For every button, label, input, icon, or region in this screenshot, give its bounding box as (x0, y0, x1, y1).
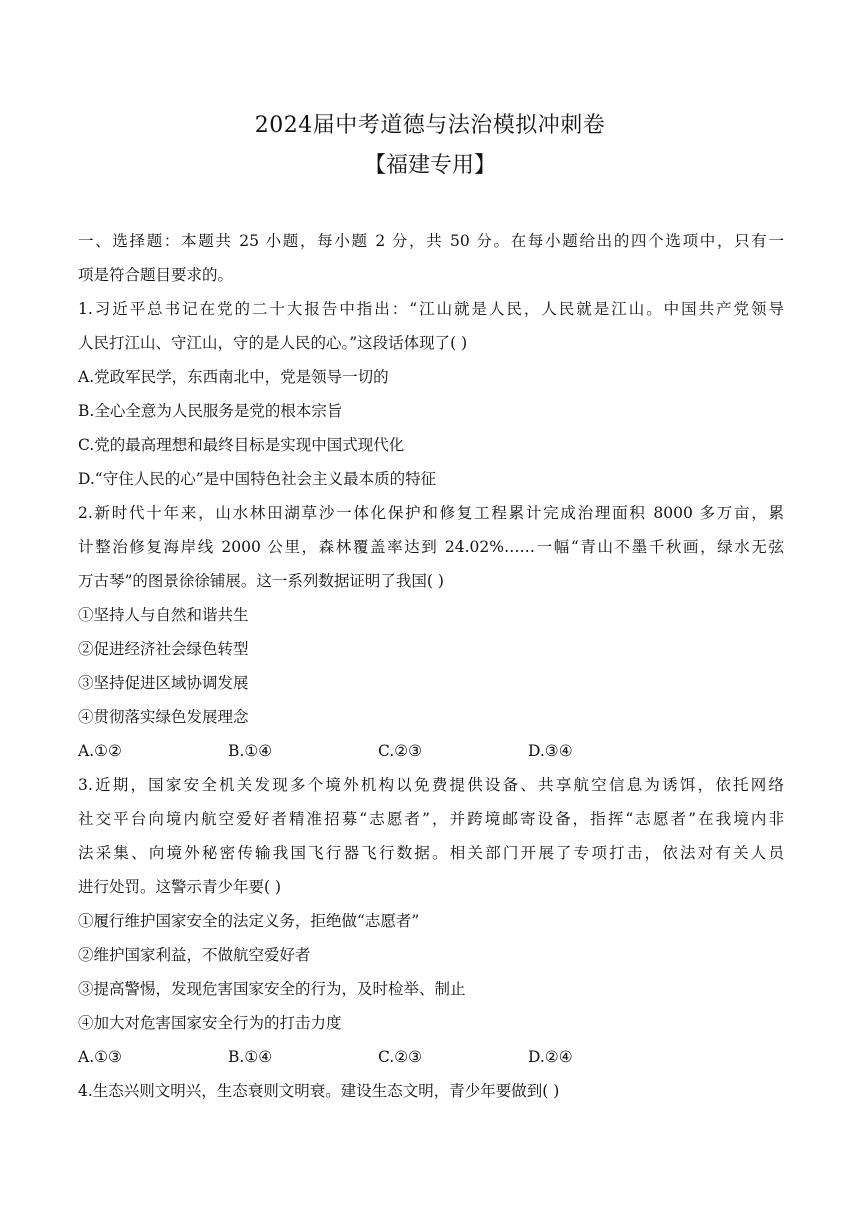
question-3-statement-3: ③提高警惕，发现危害国家安全的行为，及时检举、制止 (78, 980, 466, 998)
question-3-option-d: D.②④ (528, 1048, 573, 1066)
question-1-option-c: C.党的最高理想和最终目标是实现中国式现代化 (78, 436, 405, 454)
question-1-option-a: A.党政军民学，东西南北中，党是领导一切的 (78, 368, 389, 386)
question-2-statement-2: ②促进经济社会绿色转型 (78, 640, 249, 658)
question-3-statement-2: ②维护国家利益，不做航空爱好者 (78, 946, 311, 964)
page-title: 2024届中考道德与法治模拟冲刺卷 (254, 113, 606, 138)
question-1-option-b: B.全心全意为人民服务是党的根本宗旨 (78, 402, 343, 420)
question-2-option-c: C.②③ (378, 742, 423, 760)
question-2-statement-1: ①坚持人与自然和谐共生 (78, 606, 249, 624)
question-3-options (78, 1040, 784, 1074)
question-2-options (78, 734, 784, 768)
question-1-stem-line-2: 人民打江山、守江山，守的是人民的心。”这段话体现了( ) (78, 334, 468, 352)
question-3-stem-line-2: 社交平台向境内航空爱好者精准招募“志愿者”，并跨境邮寄设备，指挥“志愿者”在我境内非 (78, 810, 784, 828)
question-2-stem-line-3: 万古琴”的图景徐徐铺展。这一系列数据证明了我国( ) (78, 572, 444, 590)
section-instructions-line-1: 一、选择题：本题共 25 小题，每小题 2 分，共 50 分。在每小题给出的四个选项中，只有一 (78, 232, 784, 250)
question-3-option-a: A.①③ (78, 1048, 122, 1066)
question-2-statement-3: ③坚持促进区域协调发展 (78, 674, 249, 692)
question-4-stem-line-1: 4.生态兴则文明兴，生态衰则文明衰。建设生态文明，青少年要做到( ) (78, 1082, 560, 1100)
question-3-statement-4: ④加大对危害国家安全行为的打击力度 (78, 1014, 342, 1032)
page-subtitle: 【福建专用】 (363, 153, 496, 178)
question-2-option-b: B.①④ (228, 742, 273, 760)
question-2-stem-line-2: 计整治修复海岸线 2000 公里，森林覆盖率达到 24.02%……一幅“青山不墨千秋画，绿水无弦 (78, 538, 784, 556)
question-2-option-a: A.①② (78, 742, 122, 760)
question-1-stem-line-1: 1.习近平总书记在党的二十大报告中指出：“江山就是人民，人民就是江山。中国共产党领导 (78, 300, 784, 318)
question-3-stem-line-1: 3.近期，国家安全机关发现多个境外机构以免费提供设备、共享航空信息为诱饵，依托网络 (78, 776, 784, 794)
question-3-stem-line-4: 进行处罚。这警示青少年要( ) (78, 878, 282, 896)
section-instructions-line-2: 项是符合题目要求的。 (78, 266, 234, 284)
question-3-statement-1: ①履行维护国家安全的法定义务，拒绝做“志愿者” (78, 912, 420, 930)
question-1-option-d: D.“守住人民的心”是中国特色社会主义最本质的特征 (78, 470, 437, 488)
question-3-option-b: B.①④ (228, 1048, 273, 1066)
exam-content (78, 224, 784, 1108)
question-2-stem-line-1: 2.新时代十年来，山水林田湖草沙一体化保护和修复工程累计完成治理面积 8000 多万亩，累 (78, 504, 784, 522)
question-2-option-d: D.③④ (528, 742, 573, 760)
question-2-statement-4: ④贯彻落实绿色发展理念 (78, 708, 249, 726)
question-3-option-c: C.②③ (378, 1048, 423, 1066)
question-3-stem-line-3: 法采集、向境外秘密传输我国飞行器飞行数据。相关部门开展了专项打击，依法对有关人员 (78, 844, 784, 862)
